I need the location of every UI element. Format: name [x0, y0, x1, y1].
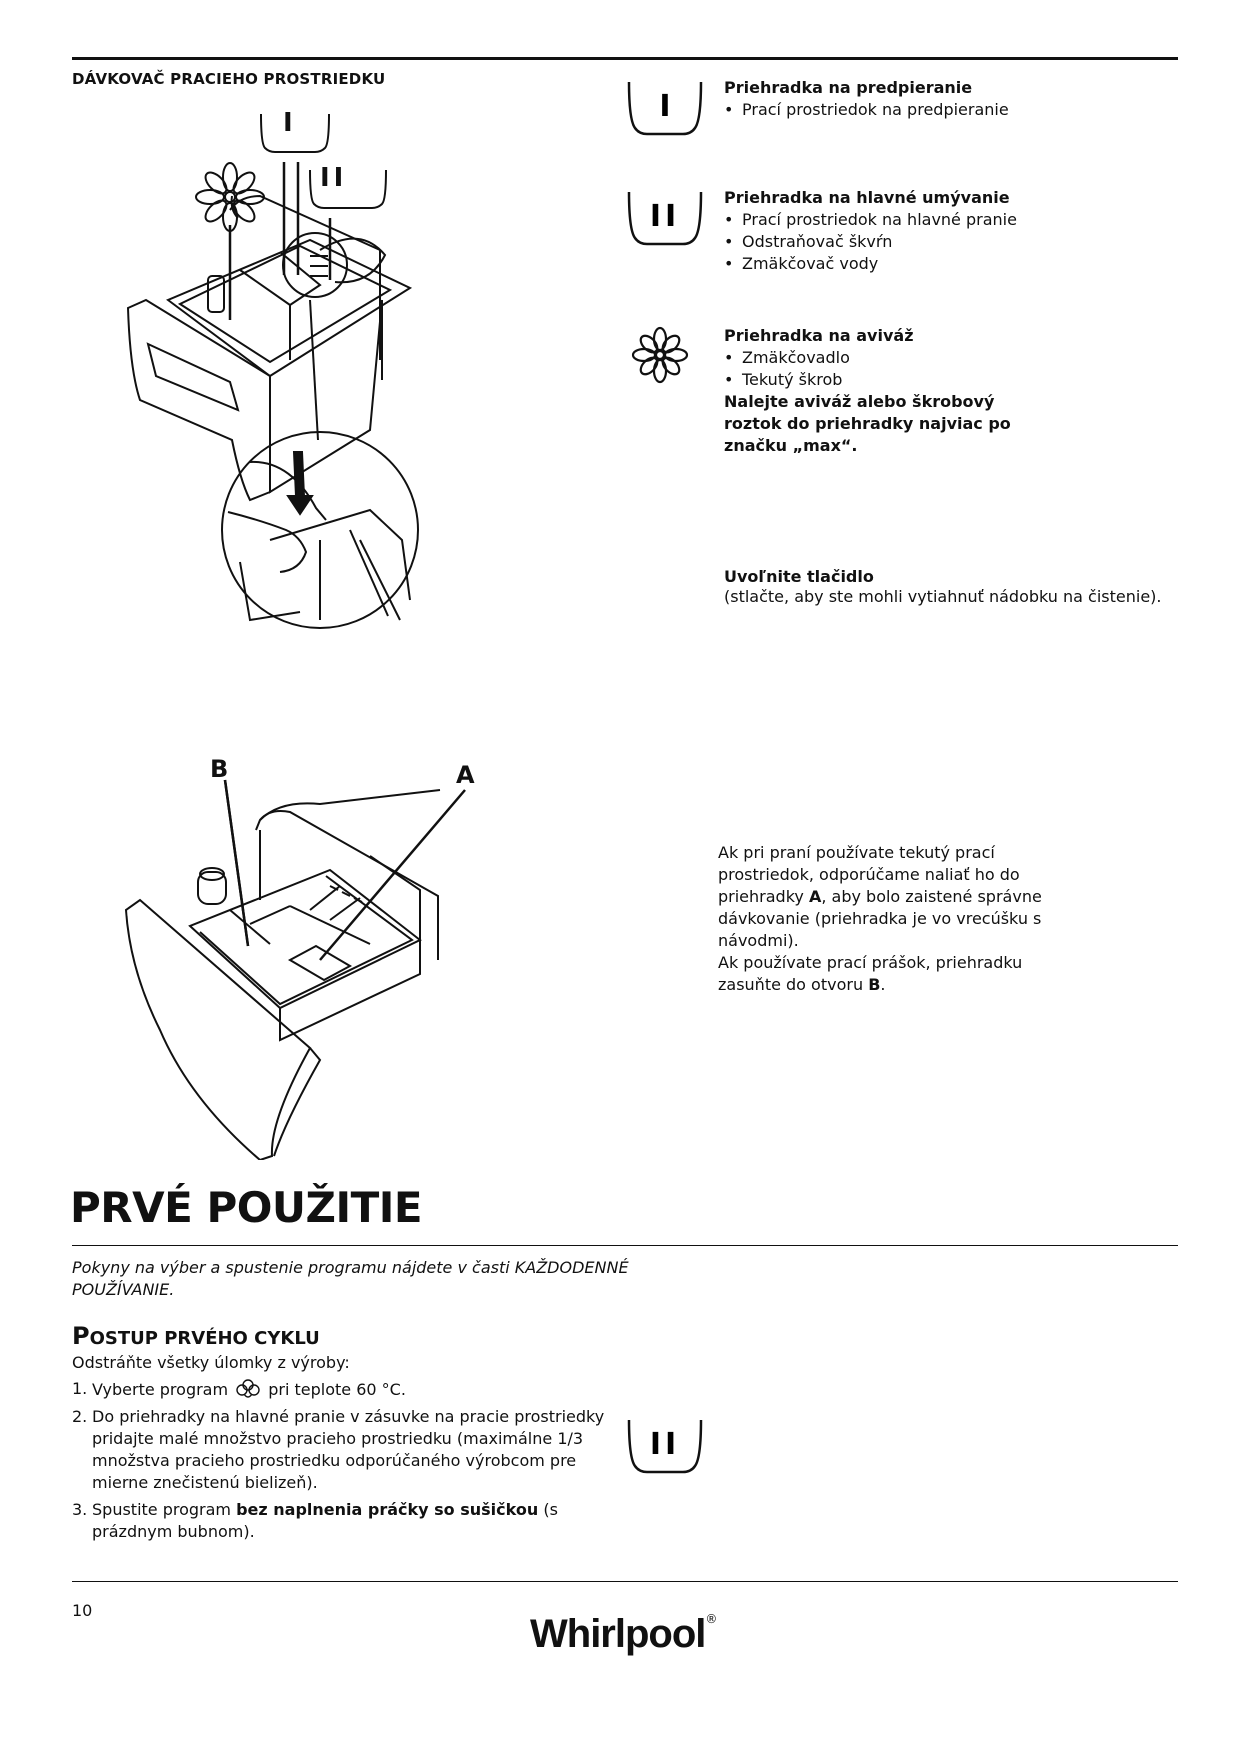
drawer-ab-illustration: [120, 760, 540, 1160]
compartment-2-symbol: II: [649, 199, 681, 234]
intro-text: Pokyny na výber a spustenie programu nájdete v časti KAŽDODENNÉ POUŽÍVANIE.: [72, 1258, 629, 1299]
footer-rule: [72, 1581, 1178, 1582]
compartment-1-list: [724, 99, 1204, 121]
compartment-2-icon: [625, 190, 705, 250]
flower-icon: [630, 325, 690, 385]
procedure-title-rest: OSTUP PRVÉHO CYKLU: [89, 1328, 320, 1349]
procedure-compartment-2-icon: [625, 1418, 705, 1478]
list-item: • Zmäkčovadlo: [724, 347, 1184, 369]
compartment-1-title: Priehradka na predpieranie: [724, 78, 973, 97]
heading-rule: [72, 1245, 1178, 1246]
procedure-steps: [72, 1378, 612, 1548]
powder-paragraph: Ak používate prací prášok, priehradku zasuňte do otvoru B.: [718, 953, 1023, 994]
liquid-detergent-text: [718, 842, 1048, 996]
list-item: • Tekutý škrob: [724, 369, 1184, 391]
brand-logo: [530, 1612, 717, 1657]
list-item: • Prací prostriedok na hlavné pranie: [724, 209, 1204, 231]
step-3: 3. Spustite program bez naplnenia práčky so sušičkou (s prázdnym bubnom).: [72, 1500, 558, 1541]
release-section: [724, 567, 1204, 608]
compartment-3-list: [724, 347, 1184, 391]
step-1: 1. Vyberte program pri teplote 60 °C.: [72, 1379, 406, 1399]
list-item: • Prací prostriedok na predpieranie: [724, 99, 1204, 121]
compartment-2-title: Priehradka na hlavné umývanie: [724, 188, 1010, 207]
procedure-title: [72, 1322, 320, 1350]
procedure-lead: Odstráňte všetky úlomky z výroby:: [72, 1353, 350, 1372]
drawer-illustration: [120, 100, 550, 720]
liquid-paragraph: Ak pri praní používate tekutý prací prostriedok, odporúčame naliať ho do priehradky A, aby bolo zaistené správne dávkovanie (priehradka je vo vrecúšku s návodmi).: [718, 843, 1042, 950]
compartment-3-text: [724, 326, 1184, 457]
release-title: Uvoľnite tlačidlo: [724, 567, 874, 586]
compartment-1-icon: [625, 80, 705, 140]
page-heading: PRVÉ POUŽITIE: [70, 1183, 423, 1232]
registered-mark: ®: [705, 1612, 718, 1626]
figure-label-compartment-2: II: [320, 163, 348, 193]
cotton-icon: [235, 1378, 261, 1400]
compartment-1-symbol: I: [659, 89, 671, 124]
list-item: • Odstraňovač škvŕn: [724, 231, 1204, 253]
release-text: (stlačte, aby ste mohli vytiahnuť nádobku na čistenie).: [724, 587, 1162, 606]
section-title: DÁVKOVAČ PRACIEHO PROSTRIEDKU: [72, 70, 386, 88]
page-number: 10: [72, 1601, 93, 1620]
cup-i-icon: [261, 114, 329, 152]
compartment-2-list: [724, 209, 1204, 275]
figure-label-compartment-1: I: [283, 108, 293, 138]
procedure-compartment-2-symbol: II: [649, 1427, 681, 1462]
figure-label-a: A: [456, 761, 475, 789]
compartment-3-title: Priehradka na aviváž: [724, 326, 914, 345]
compartment-2-text: [724, 188, 1204, 275]
list-item: • Zmäkčovač vody: [724, 253, 1204, 275]
procedure-title-initial: P: [72, 1322, 90, 1350]
brand-name: Whirlpool: [530, 1612, 706, 1656]
figure-label-b: B: [210, 755, 229, 783]
step-2: 2. Do priehradky na hlavné pranie v zásuvke na pracie prostriedky pridajte malé množstvo pracieho prostriedku (maximálne 1/3 množstva pracieho prostriedku odporúčaného výrobcom pre mierne znečistenú bielizeň).: [72, 1407, 605, 1492]
top-rule: [72, 57, 1178, 60]
compartment-1-text: [724, 78, 1204, 121]
softener-note: Nalejte aviváž alebo škrobový roztok do priehradky najviac po značku „max“.: [724, 392, 1011, 455]
